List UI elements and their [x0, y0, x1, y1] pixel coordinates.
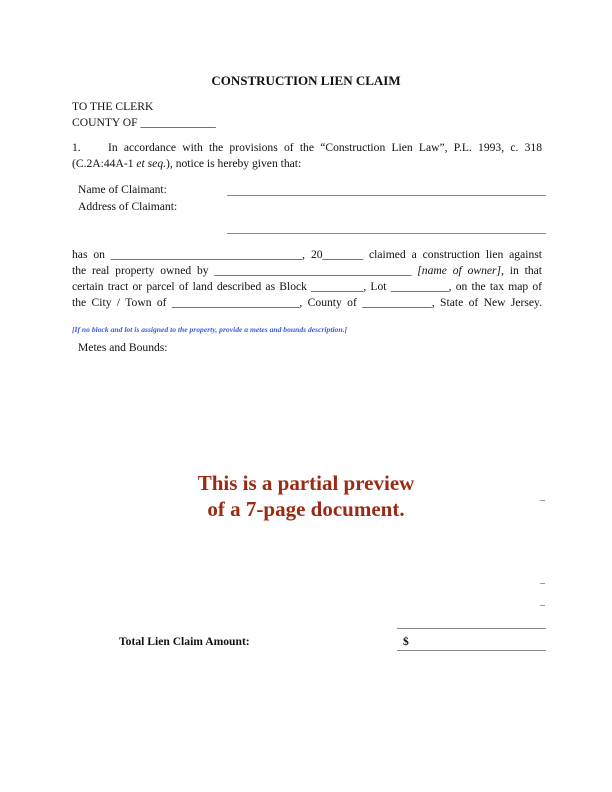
dash-mark: [540, 583, 545, 584]
para-line-2-rest: ), notice is hereby given that:: [166, 157, 302, 170]
metes-bounds-note: [If no block and lot is assigned to the property, provide a metes and bounds description.]: [72, 325, 347, 334]
preview-line-1: This is a partial preview: [197, 471, 415, 495]
body-line-4: the City / Town of ______________________, County of ____________, State of New Jersey.: [72, 296, 542, 309]
body-line-3: certain tract or parcel of land described as Block _________, Lot __________, on the tax map of: [72, 280, 542, 293]
body-line-2-end: , in that: [501, 264, 542, 277]
partial-preview-notice: [0, 470, 612, 522]
citation: (C.2A:44A-1: [72, 157, 137, 170]
para-line-1: In accordance with the provisions of the “Construction Lien Law”, P.L. 1993, c. 318: [108, 141, 542, 154]
address-of-claimant-field[interactable]: [227, 233, 546, 234]
name-of-owner-hint: [name of owner]: [417, 264, 502, 277]
name-of-claimant-field[interactable]: [227, 195, 546, 196]
para-line-2: [72, 157, 301, 170]
preview-line-2: of a 7-page document.: [207, 497, 405, 521]
para-number: 1.: [72, 141, 81, 154]
total-lien-claim-label: Total Lien Claim Amount:: [119, 635, 250, 648]
to-clerk: TO THE CLERK: [72, 100, 154, 113]
body-line-1: has on _________________________________, 20_______ claimed a construction lien against: [72, 248, 542, 261]
citation-italic: et seq.: [136, 157, 167, 170]
total-top-rule: [397, 628, 546, 629]
document-title: CONSTRUCTION LIEN CLAIM: [211, 73, 401, 88]
body-line-2: [72, 264, 542, 277]
body-line-2-text: the real property owned by __________________________________: [72, 264, 418, 277]
dash-mark: [540, 500, 545, 501]
county-line: COUNTY OF _____________: [72, 116, 216, 129]
metes-and-bounds-label: Metes and Bounds:: [78, 341, 168, 354]
total-amount-field[interactable]: [397, 650, 546, 651]
dash-mark: [540, 605, 545, 606]
address-of-claimant-label: Address of Claimant:: [78, 200, 178, 213]
name-of-claimant-label: Name of Claimant:: [78, 183, 167, 196]
currency-symbol: $: [403, 635, 409, 648]
